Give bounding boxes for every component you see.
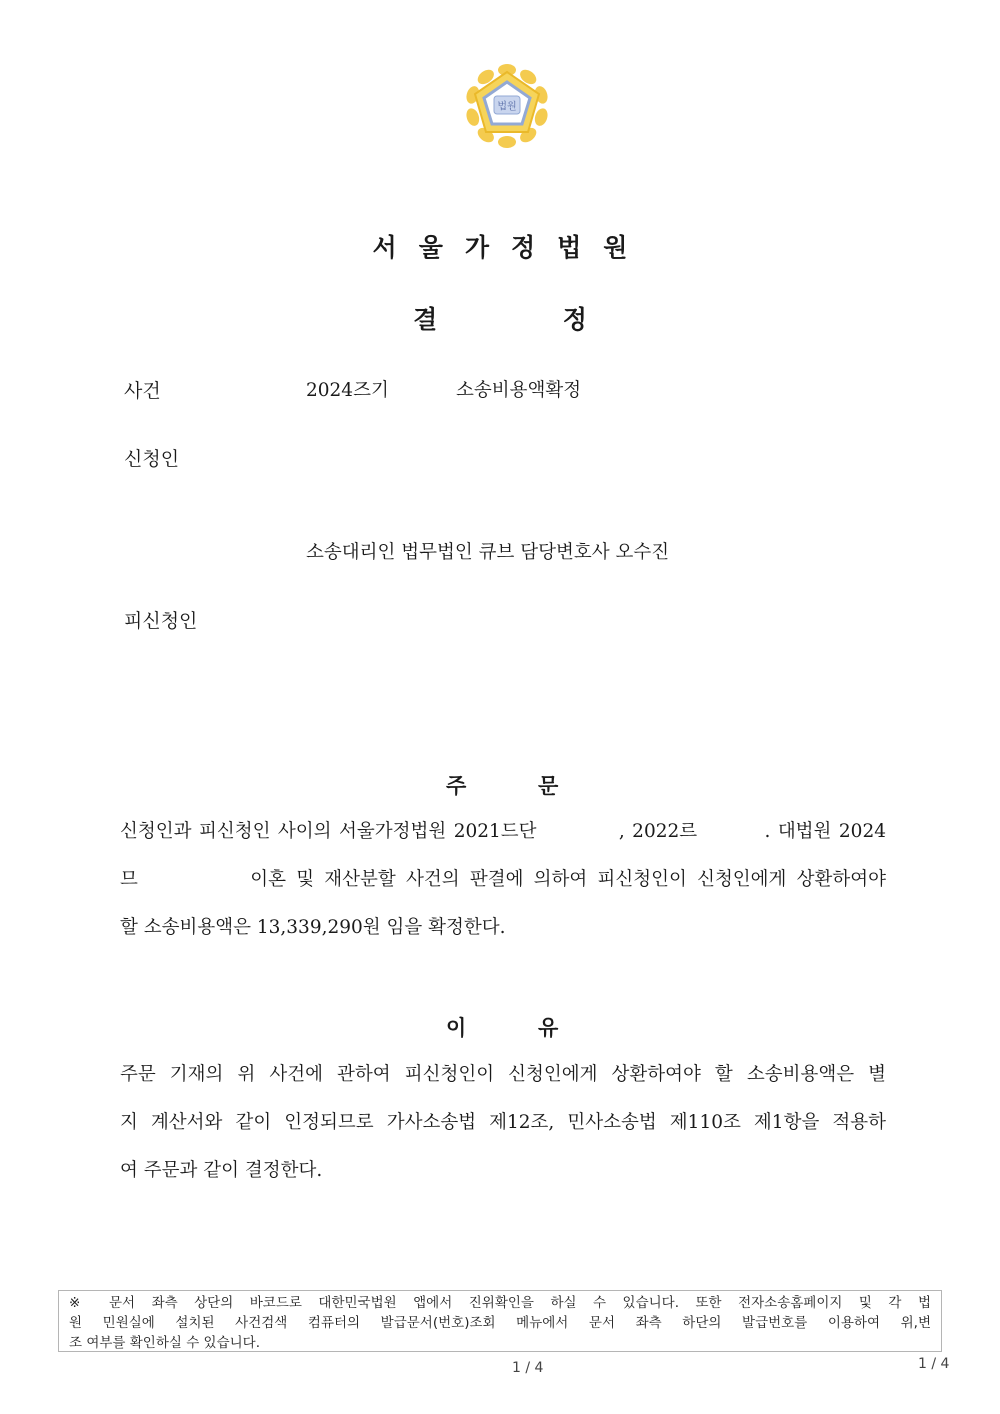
applicant-label: 신청인 — [124, 448, 180, 470]
document-type-left: 결 — [413, 305, 438, 334]
order-line: 할 소송비용액은 13,339,290원 임을 확정한다. — [120, 917, 506, 938]
reason-paragraph — [120, 1051, 886, 1195]
case-name: 소송비용액확정 — [456, 380, 582, 401]
case-number: 2024즈기 — [306, 380, 389, 401]
order-line: 신청인과 피신청인 사이의 서울가정법원 2021드단 , 2022르 . 대법원 2024 — [120, 821, 886, 842]
document-type — [0, 300, 1000, 336]
verification-notice-box — [58, 1290, 942, 1352]
notice-line: 조 여부를 확인하실 수 있습니다. — [69, 1335, 260, 1351]
respondent-label: 피신청인 — [124, 610, 198, 632]
reason-line: 지 계산서와 같이 인정되므로 가사소송법 제12조, 민사소송법 제110조 제1항을 적용하 — [120, 1112, 886, 1133]
court-seal-logo — [458, 58, 556, 154]
reason-title-left: 이 — [446, 1016, 467, 1040]
seal-petal — [498, 136, 516, 148]
seal-text: 법원 — [497, 101, 517, 113]
notice-line: ※ 문서 좌측 상단의 바코드로 대한민국법원 앱에서 진위확인을 하실 수 있습니다. 또한 전자소송홈페이지 및 각 법 — [69, 1295, 931, 1311]
page-number-right: 1 / 4 — [918, 1356, 950, 1372]
notice-line: 원 민원실에 설치된 사건검색 컴퓨터의 발급문서(번호)조회 메뉴에서 문서 좌측 하단의 발급번호를 이용하여 위,변 — [69, 1315, 931, 1331]
court-name: 서울가정법원 — [372, 233, 650, 262]
reason-line: 여 주문과 같이 결정한다. — [120, 1160, 323, 1181]
reason-line: 주문 기재의 위 사건에 관하여 피신청인이 신청인에게 상환하여야 할 소송비용액은 별 — [120, 1064, 886, 1085]
reason-title-right: 유 — [538, 1016, 559, 1040]
order-title-left: 주 — [446, 774, 467, 798]
order-title-right: 문 — [538, 774, 559, 798]
page-number-center: 1 / 4 — [512, 1360, 544, 1376]
case-label: 사건 — [124, 380, 161, 402]
applicant-agent: 소송대리인 법무법인 큐브 담당변호사 오수진 — [306, 542, 670, 563]
document-type-right: 정 — [562, 305, 587, 334]
order-line: 므 이혼 및 재산분할 사건의 판결에 의하여 피신청인이 신청인에게 상환하여야 — [120, 869, 886, 890]
order-paragraph — [120, 808, 886, 952]
